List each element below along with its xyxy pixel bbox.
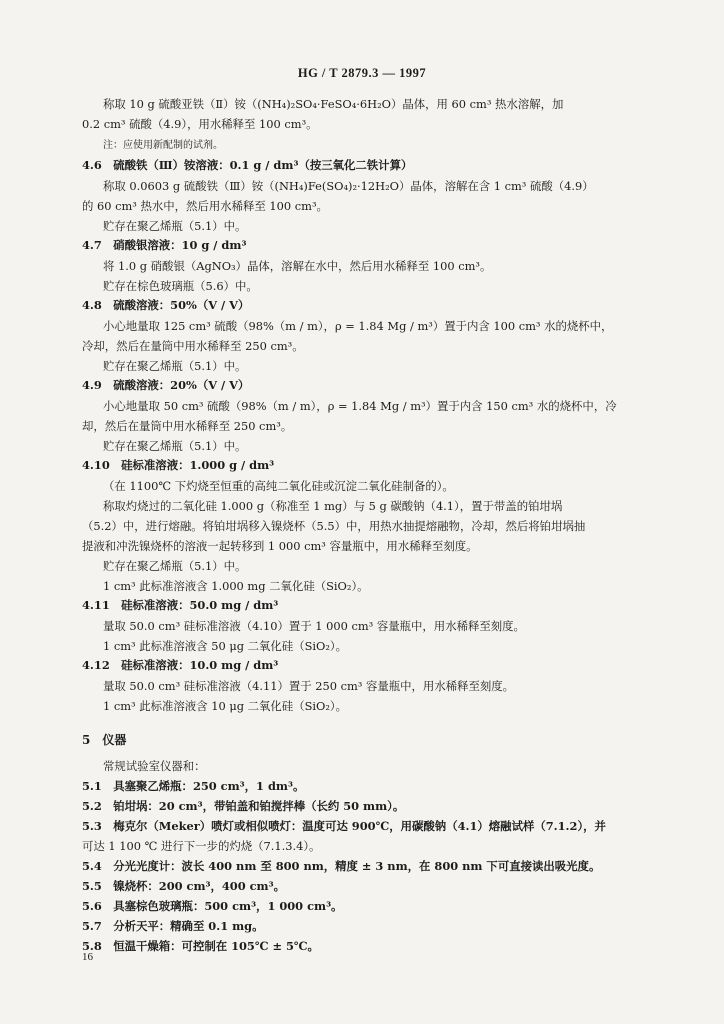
- text-line: 5.6 具塞棕色玻璃瓶：500 cm³，1 000 cm³。: [82, 899, 343, 913]
- text-line: 4.8 硫酸溶液：50%（V / V）: [82, 298, 250, 312]
- text-line: 贮存在聚乙烯瓶（5.1）中。: [103, 219, 247, 233]
- text-line: 5.5 镍烧杯：200 cm³，400 cm³。: [82, 879, 285, 893]
- text-line: 5.3 梅克尔（Meker）喷灯或相似喷灯：温度可达 900℃，用碳酸钠（4.1）熔融试样（7.1.2），并: [82, 819, 606, 833]
- text-line: 4.9 硫酸溶液：20%（V / V）: [82, 378, 250, 392]
- text-line: 4.6 硫酸铁（Ⅲ）铵溶液：0.1 g / dm³（按三氧化二铁计算）: [82, 158, 413, 172]
- text-line: 0.2 cm³ 硫酸（4.9），用水稀释至 100 cm³。: [82, 117, 318, 131]
- text-line: （在 1100℃ 下灼烧至恒重的高纯二氧化硅或沉淀二氧化硅制备的）。: [103, 479, 454, 493]
- text-line: 的 60 cm³ 热水中，然后用水稀释至 100 cm³。: [82, 199, 328, 213]
- text-line: 5 仪器: [82, 733, 127, 747]
- text-line: 量取 50.0 cm³ 硅标准溶液（4.11）置于 250 cm³ 容量瓶中，用水稀释至刻度。: [103, 679, 515, 693]
- text-line: 贮存在聚乙烯瓶（5.1）中。: [103, 359, 247, 373]
- text-line: 注：应使用新配制的试剂。: [103, 140, 223, 151]
- text-line: 5.2 铂坩埚：20 cm³，带铂盖和铂搅拌棒（长约 50 mm）。: [82, 799, 405, 813]
- text-line: 5.8 恒温干燥箱：可控制在 105℃ ± 5℃。: [82, 939, 319, 953]
- text-line: 4.12 硅标准溶液：10.0 mg / dm³: [82, 658, 279, 672]
- text-line: 常规试验室仪器和：: [103, 759, 206, 773]
- text-line: 4.11 硅标准溶液：50.0 mg / dm³: [82, 598, 279, 612]
- text-line: 贮存在聚乙烯瓶（5.1）中。: [103, 559, 247, 573]
- page-header: HG / T 2879.3 — 1997: [297, 66, 427, 80]
- text-line: 1 cm³ 此标准溶液含 1.000 mg 二氧化硅（SiO₂）。: [103, 579, 369, 593]
- text-line: 贮存在聚乙烯瓶（5.1）中。: [103, 439, 247, 453]
- text-line: 小心地量取 50 cm³ 硫酸（98%（m / m），ρ = 1.84 Mg / m³）置于内含 150 cm³ 水的烧杯中，冷: [103, 399, 617, 413]
- text-line: 可达 1 100 ℃ 进行下一步的灼烧（7.1.3.4）。: [82, 839, 321, 853]
- text-line: 称取 10 g 硫酸亚铁（Ⅱ）铵（(NH₄)₂SO₄·FeSO₄·6H₂O）晶体，用 60 cm³ 热水溶解，加: [103, 97, 564, 111]
- text-line: 4.10 硅标准溶液：1.000 g / dm³: [82, 458, 275, 472]
- text-line: 5.7 分析天平：精确至 0.1 mg。: [82, 919, 264, 933]
- text-line: 小心地量取 125 cm³ 硫酸（98%（m / m），ρ = 1.84 Mg / m³）置于内含 100 cm³ 水的烧杯中，: [103, 319, 613, 333]
- text-line: 称取灼烧过的二氧化硅 1.000 g（称准至 1 mg）与 5 g 碳酸钠（4.1），置于带盖的铂坩埚: [103, 499, 563, 513]
- text-line: 量取 50.0 cm³ 硅标准溶液（4.10）置于 1 000 cm³ 容量瓶中，用水稀释至刻度。: [103, 619, 525, 633]
- text-line: 贮存在棕色玻璃瓶（5.6）中。: [103, 279, 258, 293]
- text-line: 4.7 硝酸银溶液：10 g / dm³: [82, 238, 247, 252]
- text-line: 提液和冲洗镍烧杯的溶液一起转移到 1 000 cm³ 容量瓶中，用水稀释至刻度。: [82, 539, 478, 553]
- text-line: 1 cm³ 此标准溶液含 10 μg 二氧化硅（SiO₂）。: [103, 699, 348, 713]
- text-line: 却，然后在量筒中用水稀释至 250 cm³。: [82, 419, 293, 433]
- page-number: 16: [82, 951, 93, 963]
- text-line: （5.2）中，进行熔融。将铂坩埚移入镍烧杯（5.5）中，用热水抽提熔融物，冷却，然后将铂坩埚抽: [82, 519, 586, 533]
- text-line: 1 cm³ 此标准溶液含 50 μg 二氧化硅（SiO₂）。: [103, 639, 348, 653]
- text-line: 5.4 分光光度计：波长 400 nm 至 800 nm，精度 ± 3 nm，在 800 nm 下可直接读出吸光度。: [82, 859, 601, 873]
- text-line: 将 1.0 g 硝酸银（AgNO₃）晶体，溶解在水中，然后用水稀释至 100 cm³。: [103, 259, 492, 273]
- text-line: 称取 0.0603 g 硫酸铁（Ⅲ）铵（(NH₄)Fe(SO₄)₂·12H₂O）晶体，溶解在含 1 cm³ 硫酸（4.9）: [103, 179, 594, 193]
- text-line: 冷却，然后在量筒中用水稀释至 250 cm³。: [82, 339, 304, 353]
- text-line: 5.1 具塞聚乙烯瓶：250 cm³，1 dm³。: [82, 779, 305, 793]
